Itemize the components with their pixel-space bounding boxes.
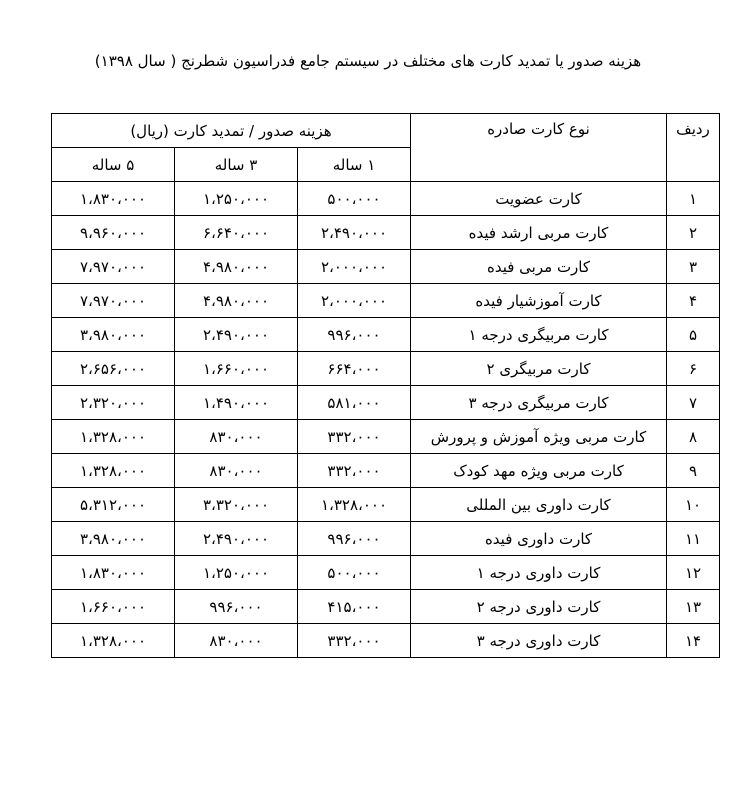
fee-3-year-cell: ۱،۲۵۰،۰۰۰	[175, 556, 298, 590]
fee-5-year-cell: ۱،۳۲۸،۰۰۰	[52, 624, 175, 658]
card-name-cell: کارت داوری فیده	[411, 522, 667, 556]
table-row	[52, 454, 720, 488]
fee-1-year-cell: ۱،۳۲۸،۰۰۰	[298, 488, 411, 522]
fee-1-year-cell: ۲،۴۹۰،۰۰۰	[298, 216, 411, 250]
card-fees-table	[51, 113, 720, 658]
table-row	[52, 216, 720, 250]
table-row	[52, 250, 720, 284]
row-index-cell: ۱۱	[667, 522, 720, 556]
table-row	[52, 284, 720, 318]
fee-1-year-cell: ۹۹۶،۰۰۰	[298, 522, 411, 556]
row-index-cell: ۵	[667, 318, 720, 352]
fee-1-year-cell: ۲،۰۰۰،۰۰۰	[298, 250, 411, 284]
fee-1-year-cell: ۵۸۱،۰۰۰	[298, 386, 411, 420]
card-name-cell: کارت مربیگری درجه ۱	[411, 318, 667, 352]
fee-5-year-cell: ۱،۳۲۸،۰۰۰	[52, 454, 175, 488]
fee-3-year-cell: ۸۳۰،۰۰۰	[175, 454, 298, 488]
header-row-index: ردیف	[667, 114, 720, 182]
fee-3-year-cell: ۸۳۰،۰۰۰	[175, 624, 298, 658]
fee-1-year-cell: ۴۱۵،۰۰۰	[298, 590, 411, 624]
table-body	[52, 182, 720, 658]
header-year1: ۱ ساله	[298, 148, 411, 182]
row-index-cell: ۴	[667, 284, 720, 318]
fee-5-year-cell: ۱،۸۳۰،۰۰۰	[52, 182, 175, 216]
card-name-cell: کارت مربی فیده	[411, 250, 667, 284]
card-name-cell: کارت عضویت	[411, 182, 667, 216]
fee-1-year-cell: ۹۹۶،۰۰۰	[298, 318, 411, 352]
fee-3-year-cell: ۸۳۰،۰۰۰	[175, 420, 298, 454]
row-index-cell: ۱۲	[667, 556, 720, 590]
fee-5-year-cell: ۷،۹۷۰،۰۰۰	[52, 284, 175, 318]
fee-5-year-cell: ۳،۹۸۰،۰۰۰	[52, 522, 175, 556]
document-title: هزینه صدور یا تمدید کارت های مختلف در سیستم جامع فدراسیون شطرنج ( سال ۱۳۹۸)	[94, 52, 642, 70]
fee-3-year-cell: ۱،۴۹۰،۰۰۰	[175, 386, 298, 420]
card-name-cell: کارت مربیگری ۲	[411, 352, 667, 386]
header-fee-group: هزینه صدور / تمدید کارت (ریال)	[52, 114, 411, 148]
fee-5-year-cell: ۹،۹۶۰،۰۰۰	[52, 216, 175, 250]
table-row	[52, 420, 720, 454]
card-name-cell: کارت داوری درجه ۲	[411, 590, 667, 624]
row-index-cell: ۶	[667, 352, 720, 386]
table-row	[52, 624, 720, 658]
fee-5-year-cell: ۲،۶۵۶،۰۰۰	[52, 352, 175, 386]
row-index-cell: ۱۰	[667, 488, 720, 522]
fee-1-year-cell: ۶۶۴،۰۰۰	[298, 352, 411, 386]
fee-3-year-cell: ۳،۳۲۰،۰۰۰	[175, 488, 298, 522]
card-name-cell: کارت مربی ویژه آموزش و پرورش	[411, 420, 667, 454]
table-row	[52, 386, 720, 420]
row-index-cell: ۸	[667, 420, 720, 454]
fee-3-year-cell: ۴،۹۸۰،۰۰۰	[175, 284, 298, 318]
row-index-cell: ۲	[667, 216, 720, 250]
table-row	[52, 352, 720, 386]
table-row	[52, 182, 720, 216]
table-row	[52, 556, 720, 590]
fee-3-year-cell: ۱،۲۵۰،۰۰۰	[175, 182, 298, 216]
fee-5-year-cell: ۱،۶۶۰،۰۰۰	[52, 590, 175, 624]
row-index-cell: ۱	[667, 182, 720, 216]
card-name-cell: کارت داوری بین المللی	[411, 488, 667, 522]
fee-1-year-cell: ۳۳۲،۰۰۰	[298, 454, 411, 488]
row-index-cell: ۹	[667, 454, 720, 488]
fee-5-year-cell: ۳،۹۸۰،۰۰۰	[52, 318, 175, 352]
table-row	[52, 522, 720, 556]
row-index-cell: ۷	[667, 386, 720, 420]
row-index-cell: ۱۳	[667, 590, 720, 624]
fee-3-year-cell: ۶،۶۴۰،۰۰۰	[175, 216, 298, 250]
card-name-cell: کارت مربیگری درجه ۳	[411, 386, 667, 420]
fee-3-year-cell: ۲،۴۹۰،۰۰۰	[175, 318, 298, 352]
fee-3-year-cell: ۱،۶۶۰،۰۰۰	[175, 352, 298, 386]
fee-5-year-cell: ۵،۳۱۲،۰۰۰	[52, 488, 175, 522]
header-card-type: نوع کارت صادره	[411, 114, 667, 182]
fee-1-year-cell: ۵۰۰،۰۰۰	[298, 556, 411, 590]
fee-1-year-cell: ۳۳۲،۰۰۰	[298, 624, 411, 658]
fee-1-year-cell: ۳۳۲،۰۰۰	[298, 420, 411, 454]
fee-3-year-cell: ۲،۴۹۰،۰۰۰	[175, 522, 298, 556]
card-name-cell: کارت داوری درجه ۱	[411, 556, 667, 590]
row-index-cell: ۳	[667, 250, 720, 284]
table-row	[52, 590, 720, 624]
card-name-cell: کارت آموزشیار فیده	[411, 284, 667, 318]
card-name-cell: کارت داوری درجه ۳	[411, 624, 667, 658]
table-row	[52, 488, 720, 522]
fee-3-year-cell: ۹۹۶،۰۰۰	[175, 590, 298, 624]
fee-1-year-cell: ۵۰۰،۰۰۰	[298, 182, 411, 216]
card-name-cell: کارت مربی ویژه مهد کودک	[411, 454, 667, 488]
row-index-cell: ۱۴	[667, 624, 720, 658]
table-row	[52, 318, 720, 352]
fee-5-year-cell: ۷،۹۷۰،۰۰۰	[52, 250, 175, 284]
fee-5-year-cell: ۱،۳۲۸،۰۰۰	[52, 420, 175, 454]
fee-5-year-cell: ۱،۸۳۰،۰۰۰	[52, 556, 175, 590]
card-name-cell: کارت مربی ارشد فیده	[411, 216, 667, 250]
fee-3-year-cell: ۴،۹۸۰،۰۰۰	[175, 250, 298, 284]
table-header-row	[52, 114, 720, 148]
header-year3: ۳ ساله	[175, 148, 298, 182]
header-year5: ۵ ساله	[52, 148, 175, 182]
fee-1-year-cell: ۲،۰۰۰،۰۰۰	[298, 284, 411, 318]
fee-5-year-cell: ۲،۳۲۰،۰۰۰	[52, 386, 175, 420]
